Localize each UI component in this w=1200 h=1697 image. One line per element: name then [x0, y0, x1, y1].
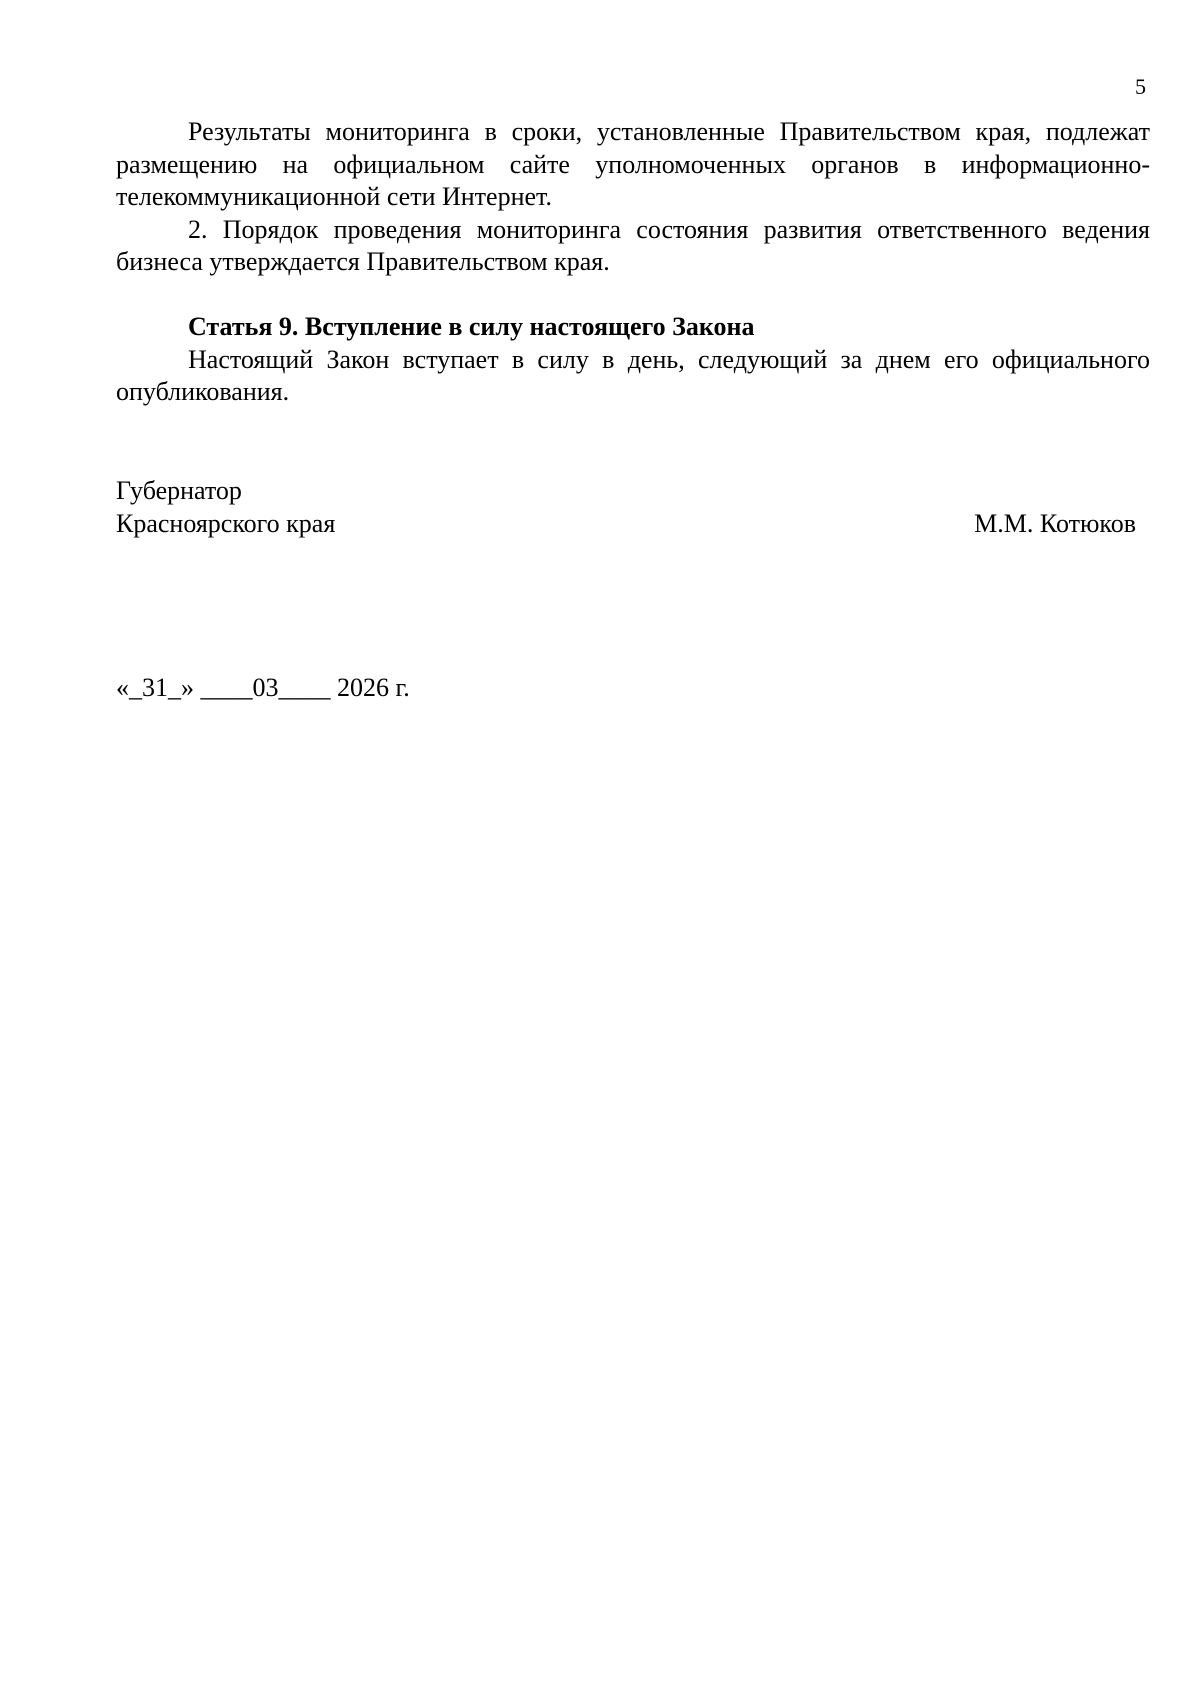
page-number: 5 [1135, 74, 1146, 99]
signature-title-line1: Губернатор [116, 476, 242, 505]
article-9-heading: Статья 9. Вступление в силу настоящего Закона [188, 312, 755, 341]
signatory-name: М.М. Котюков [974, 508, 1136, 538]
document-body [116, 116, 1150, 409]
paragraph-monitoring-results: Результаты мониторинга в сроки, установленные Правительством края, подлежат размещению на официальном сайте уполномоченных органов в информационно-телекоммуникационной сети Интернет. [116, 117, 1150, 211]
signing-date: «_31_» ____03____ 2026 г. [116, 673, 410, 702]
signature-row [116, 508, 1136, 541]
signature-block [116, 475, 1136, 540]
paragraph-monitoring-procedure: 2. Порядок проведения мониторинга состояния развития ответственного ведения бизнеса утверждается Правительством края. [116, 214, 1150, 276]
article-9-text: Настоящий Закон вступает в силу в день, следующий за днем его официального опубликования. [116, 344, 1150, 406]
signature-title-line2: Красноярского края [116, 508, 336, 538]
